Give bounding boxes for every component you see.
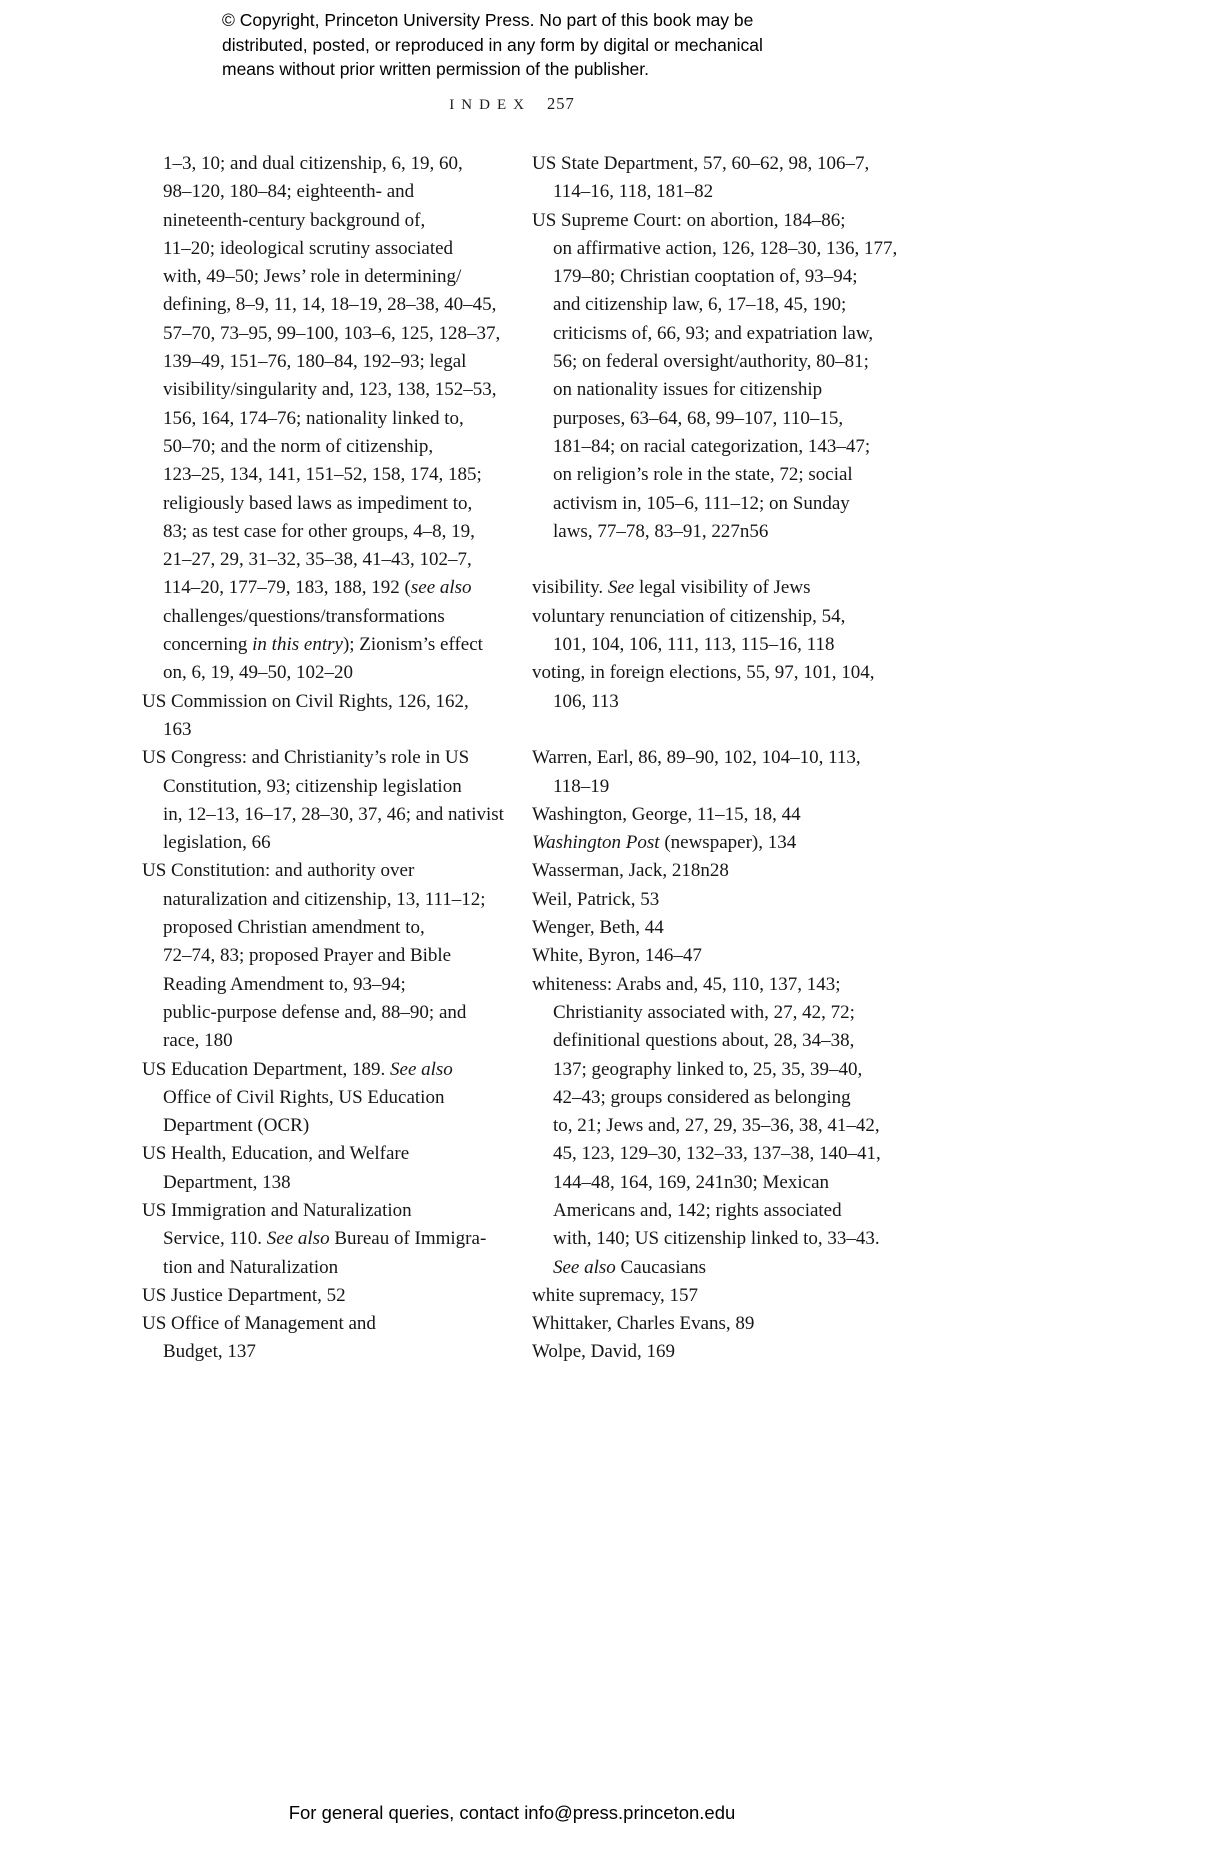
index-text-segment: with, 49–50; Jews’ role in determining/ xyxy=(163,266,462,288)
index-line-continuation xyxy=(532,376,884,404)
index-line-continuation xyxy=(142,574,504,602)
index-text-segment: naturalization and citizenship, 13, 111–12; xyxy=(163,888,486,910)
index-text-segment: 114–16, 118, 181–82 xyxy=(553,181,714,203)
index-text-segment: on, 6, 19, 49–50, 102–20 xyxy=(163,662,353,684)
index-text-segment: 56; on federal oversight/authority, 80–81; xyxy=(553,351,869,373)
index-line-continuation xyxy=(142,1338,504,1366)
index-text-segment: defining, 8–9, 11, 14, 18–19, 28–38, 40–45, xyxy=(163,294,497,316)
index-entry-line xyxy=(142,1197,504,1225)
index-entry-line xyxy=(532,574,884,602)
footer-query-note: For general queries, contact info@press.princeton.edu xyxy=(288,1802,736,1823)
index-line-continuation xyxy=(142,1084,504,1112)
index-column-left xyxy=(142,150,504,1367)
index-text-segment: and citizenship law, 6, 17–18, 45, 190; xyxy=(553,294,847,316)
index-text-segment: US Supreme Court: on abortion, 184–86; xyxy=(532,209,846,231)
index-line-continuation xyxy=(142,1112,504,1140)
copyright-line: © Copyright, Princeton University Press. No part of this book may be xyxy=(222,10,754,30)
copyright-notice xyxy=(222,8,842,82)
copyright-line: distributed, posted, or reproduced in any form by digital or mechanical xyxy=(222,34,763,55)
index-line-continuation xyxy=(142,433,504,461)
index-text-segment: visibility. xyxy=(532,577,608,599)
index-text-segment: religiously based laws as impediment to, xyxy=(163,492,473,514)
index-text-segment: in, 12–13, 16–17, 28–30, 37, 46; and nativist xyxy=(163,803,504,825)
index-line-continuation xyxy=(142,659,504,687)
index-text-segment: US Office of Management and xyxy=(142,1313,376,1335)
index-text-segment: see also xyxy=(410,577,472,599)
index-text-segment: Reading Amendment to, 93–94; xyxy=(163,973,406,995)
index-line-continuation xyxy=(532,999,884,1027)
index-line-continuation xyxy=(532,1225,884,1253)
index-text-segment: tion and Naturalization xyxy=(163,1256,339,1278)
index-text-segment: White, Byron, 146–47 xyxy=(532,945,702,967)
index-line-continuation xyxy=(532,348,884,376)
index-text-segment: criticisms of, 66, 93; and expatriation law, xyxy=(553,322,874,344)
index-text-segment: US Education Department, 189. xyxy=(142,1058,391,1080)
index-text-segment: nineteenth-century background of, xyxy=(163,209,426,231)
index-text-segment: 118–19 xyxy=(553,775,610,797)
index-text-segment: 83; as test case for other groups, 4–8, 19, xyxy=(163,520,475,542)
index-text-segment: 101, 104, 106, 111, 113, 115–16, 118 xyxy=(553,634,835,656)
index-text-segment: on affirmative action, 126, 128–30, 136, 177, xyxy=(553,237,898,259)
index-text-segment: Constitution, 93; citizenship legislation xyxy=(163,775,462,797)
index-text-segment: legal visibility of Jews xyxy=(634,577,811,599)
index-text-segment: Department (OCR) xyxy=(163,1115,310,1137)
index-text-segment: definitional questions about, 28, 34–38, xyxy=(553,1030,855,1052)
index-text-segment: race, 180 xyxy=(163,1030,233,1052)
index-text-segment: 72–74, 83; proposed Prayer and Bible xyxy=(163,945,452,967)
index-text-segment: Caucasians xyxy=(615,1256,707,1278)
index-text-segment: Washington Post xyxy=(532,832,660,854)
index-text-segment: Washington, George, 11–15, 18, 44 xyxy=(532,803,801,825)
index-text-segment: on nationality issues for citizenship xyxy=(553,379,823,401)
index-text-segment: US Immigration and Naturalization xyxy=(142,1199,412,1221)
index-text-segment: Office of Civil Rights, US Education xyxy=(163,1086,445,1108)
index-line-continuation xyxy=(142,971,504,999)
index-text-segment: Wolpe, David, 169 xyxy=(532,1341,676,1363)
index-text-segment: 45, 123, 129–30, 132–33, 137–38, 140–41, xyxy=(553,1143,881,1165)
index-line-continuation xyxy=(142,348,504,376)
index-line-continuation xyxy=(532,631,884,659)
index-group-spacer xyxy=(532,716,884,744)
index-line-continuation xyxy=(142,518,504,546)
running-head xyxy=(142,94,882,114)
index-text-segment: Wenger, Beth, 44 xyxy=(532,917,664,939)
index-text-segment: 106, 113 xyxy=(553,690,619,712)
index-text-segment: laws, 77–78, 83–91, 227n56 xyxy=(553,520,769,542)
index-text-segment: 163 xyxy=(163,718,192,740)
index-text-segment: in this entry xyxy=(252,634,343,656)
index-text-segment: with, 140; US citizenship linked to, 33–43. xyxy=(553,1228,880,1250)
index-title: INDEX xyxy=(449,97,531,113)
index-line-continuation xyxy=(142,376,504,404)
index-text-segment: Americans and, 142; rights associated xyxy=(553,1199,842,1221)
index-text-segment: voting, in foreign elections, 55, 97, 101, 104, xyxy=(532,662,875,684)
index-text-segment: 11–20; ideological scrutiny associated xyxy=(163,237,454,259)
index-text-segment: activism in, 105–6, 111–12; on Sunday xyxy=(553,492,850,514)
index-line-continuation xyxy=(532,1084,884,1112)
index-text-segment: (newspaper), 134 xyxy=(659,832,797,854)
index-line-continuation xyxy=(142,1169,504,1197)
page-number: 257 xyxy=(546,94,575,113)
index-entry-line xyxy=(142,857,504,885)
index-text-segment: ); Zionism’s effect xyxy=(342,634,483,656)
index-line-continuation xyxy=(142,886,504,914)
index-text-segment: 21–27, 29, 31–32, 35–38, 41–43, 102–7, xyxy=(163,549,472,571)
index-text-segment: whiteness: Arabs and, 45, 110, 137, 143; xyxy=(532,973,841,995)
index-line-continuation xyxy=(142,291,504,319)
index-text-segment: white supremacy, 157 xyxy=(532,1284,699,1306)
index-line-continuation xyxy=(142,490,504,518)
index-entry-line xyxy=(532,857,884,885)
index-line-continuation xyxy=(142,320,504,348)
copyright-line: means without prior written permission of the publisher. xyxy=(222,59,650,79)
index-line-continuation xyxy=(142,631,504,659)
index-line-continuation xyxy=(532,320,884,348)
index-text-segment: Service, 110. xyxy=(163,1228,267,1250)
index-line-continuation xyxy=(532,1254,884,1282)
index-text-segment: See also xyxy=(553,1256,616,1278)
index-line-continuation xyxy=(532,490,884,518)
index-line-continuation xyxy=(142,942,504,970)
index-entry-line xyxy=(532,942,884,970)
index-text-segment: visibility/singularity and, 123, 138, 152–53, xyxy=(163,379,497,401)
index-column-right xyxy=(532,150,898,1367)
index-group-spacer xyxy=(532,546,884,574)
index-text-segment: 57–70, 73–95, 99–100, 103–6, 125, 128–37, xyxy=(163,322,501,344)
index-line-continuation xyxy=(142,999,504,1027)
index-entry-line xyxy=(532,207,884,235)
index-line-continuation xyxy=(142,1027,504,1055)
index-entry-line xyxy=(532,744,884,772)
index-entry-line xyxy=(532,829,884,857)
index-line-continuation xyxy=(142,207,504,235)
index-line-continuation xyxy=(142,1254,504,1282)
index-line-continuation xyxy=(142,546,504,574)
index-line-continuation xyxy=(532,1112,884,1140)
index-line-continuation xyxy=(532,433,884,461)
index-text-segment: Whittaker, Charles Evans, 89 xyxy=(532,1313,755,1335)
index-text-segment: Bureau of Immigra- xyxy=(329,1228,487,1250)
index-text-segment: purposes, 63–64, 68, 99–107, 110–15, xyxy=(553,407,844,429)
index-text-segment: challenges/questions/transformations xyxy=(163,605,445,627)
index-line-continuation xyxy=(142,263,504,291)
index-entry-line xyxy=(142,1310,504,1338)
index-text-segment: 42–43; groups considered as belonging xyxy=(553,1086,851,1108)
index-entry-line xyxy=(532,1282,884,1310)
index-text-segment: 179–80; Christian cooptation of, 93–94; xyxy=(553,266,858,288)
index-line-continuation xyxy=(532,518,884,546)
index-line-continuation xyxy=(532,1027,884,1055)
index-line-continuation xyxy=(532,773,884,801)
index-line-continuation xyxy=(142,914,504,942)
index-text-segment: 114–20, 177–79, 183, 188, 192 ( xyxy=(163,577,411,599)
index-line-continuation xyxy=(532,178,884,206)
index-text-segment: 181–84; on racial categorization, 143–47; xyxy=(553,435,871,457)
index-text-segment: concerning xyxy=(163,634,253,656)
index-text-segment: US Congress: and Christianity’s role in US xyxy=(142,747,470,769)
index-entry-line xyxy=(532,1338,884,1366)
index-entry-line xyxy=(142,744,504,772)
index-line-continuation xyxy=(142,801,504,829)
index-text-segment: See xyxy=(607,577,635,599)
index-text-segment: 156, 164, 174–76; nationality linked to, xyxy=(163,407,464,429)
index-text-segment: proposed Christian amendment to, xyxy=(163,917,425,939)
index-line-continuation xyxy=(532,263,884,291)
index-line-continuation xyxy=(142,603,504,631)
index-line-continuation xyxy=(142,1225,504,1253)
index-line-continuation xyxy=(142,829,504,857)
index-text-segment: US Commission on Civil Rights, 126, 162, xyxy=(142,690,469,712)
index-line-continuation xyxy=(142,405,504,433)
index-line-continuation xyxy=(142,235,504,263)
index-entry-line xyxy=(142,1140,504,1168)
index-entry-line xyxy=(532,886,884,914)
index-line-continuation xyxy=(532,235,898,263)
index-text-segment: 144–48, 164, 169, 241n30; Mexican xyxy=(553,1171,830,1193)
index-text-segment: public-purpose defense and, 88–90; and xyxy=(163,1001,467,1023)
index-entry-line xyxy=(532,971,884,999)
index-entry-line xyxy=(532,1310,884,1338)
index-text-segment: on religion’s role in the state, 72; social xyxy=(553,464,853,486)
index-entry-line xyxy=(532,659,884,687)
index-text-segment: 123–25, 134, 141, 151–52, 158, 174, 185; xyxy=(163,464,482,486)
index-text-segment: US Justice Department, 52 xyxy=(142,1284,346,1306)
index-entry-line xyxy=(532,603,884,631)
index-entry-line xyxy=(142,688,504,716)
index-text-segment: to, 21; Jews and, 27, 29, 35–36, 38, 41–42, xyxy=(553,1115,880,1137)
index-text-segment: 98–120, 180–84; eighteenth- and xyxy=(163,181,415,203)
index-text-segment: Wasserman, Jack, 218n28 xyxy=(532,860,729,882)
index-entry-line xyxy=(142,1056,504,1084)
index-text-segment: US Health, Education, and Welfare xyxy=(142,1143,410,1165)
index-entry-line xyxy=(142,1282,504,1310)
index-entry-line xyxy=(532,801,884,829)
index-text-segment: Weil, Patrick, 53 xyxy=(532,888,660,910)
index-entry-line xyxy=(532,914,884,942)
index-line-continuation xyxy=(532,461,884,489)
index-text-segment: Christianity associated with, 27, 42, 72; xyxy=(553,1001,855,1023)
index-line-continuation xyxy=(532,291,884,319)
index-text-segment: voluntary renunciation of citizenship, 54, xyxy=(532,605,846,627)
index-line-continuation xyxy=(142,716,504,744)
index-line-continuation xyxy=(142,178,504,206)
index-text-segment: 1–3, 10; and dual citizenship, 6, 19, 60, xyxy=(163,153,463,174)
index-line-continuation xyxy=(532,1197,884,1225)
index-line-continuation xyxy=(142,773,504,801)
index-line-continuation xyxy=(142,150,504,178)
index-line-continuation xyxy=(532,1056,884,1084)
index-text-segment: Department, 138 xyxy=(163,1171,291,1193)
index-text-segment: See also xyxy=(266,1228,330,1250)
index-line-continuation xyxy=(142,461,504,489)
index-text-segment: 50–70; and the norm of citizenship, xyxy=(163,435,434,457)
index-text-segment: 137; geography linked to, 25, 35, 39–40, xyxy=(553,1058,863,1080)
index-text-segment: See also xyxy=(390,1058,453,1080)
index-line-continuation xyxy=(532,1140,884,1168)
index-entry-line xyxy=(532,150,884,178)
index-text-segment: US State Department, 57, 60–62, 98, 106–7, xyxy=(532,153,870,174)
index-line-continuation xyxy=(532,405,884,433)
index-line-continuation xyxy=(532,1169,884,1197)
index-text-segment: 139–49, 151–76, 180–84, 192–93; legal xyxy=(163,351,467,373)
index-text-segment: legislation, 66 xyxy=(163,832,271,854)
index-line-continuation xyxy=(532,688,884,716)
index-text-segment: Budget, 137 xyxy=(163,1341,256,1363)
index-text-segment: Warren, Earl, 86, 89–90, 102, 104–10, 113, xyxy=(532,747,861,769)
index-text-segment: US Constitution: and authority over xyxy=(142,860,415,882)
